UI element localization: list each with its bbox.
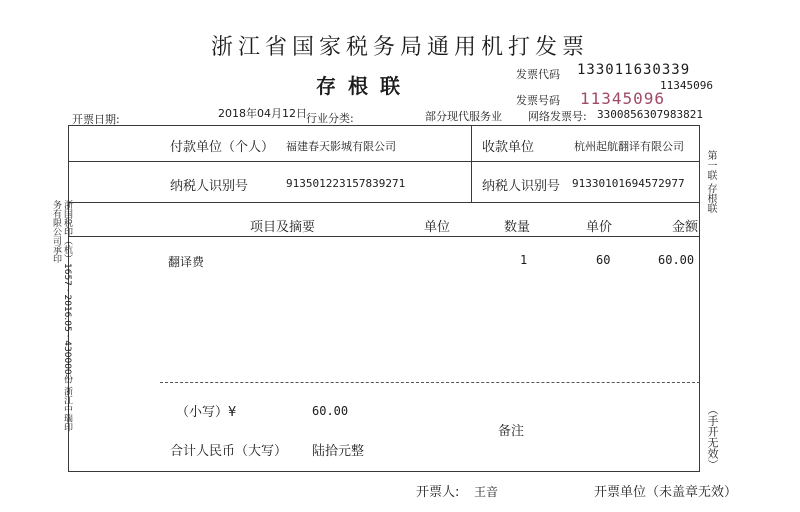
col-header-qty: 数量 bbox=[504, 220, 531, 235]
industry-label: 行业分类: bbox=[306, 112, 354, 125]
invoice-code-value: 133011630339 bbox=[577, 62, 691, 78]
total-small-label: （小写）¥ bbox=[176, 405, 237, 420]
issue-date-label: 开票日期: bbox=[72, 113, 120, 126]
row-divider-1 bbox=[68, 161, 700, 162]
payer-taxid-label: 纳税人识别号 bbox=[170, 179, 249, 194]
issuer-unit-label: 开票单位（未盖章无效） bbox=[594, 485, 738, 500]
invoice-subtitle: 存根联 bbox=[316, 74, 412, 98]
row-qty: 1 bbox=[520, 253, 528, 267]
row-item: 翻译费 bbox=[168, 255, 205, 269]
payer-value: 福建春天影城有限公司 bbox=[286, 140, 396, 153]
payee-taxid-label: 纳税人识别号 bbox=[482, 179, 561, 194]
right-margin-note: （手开无效） bbox=[706, 404, 719, 470]
payee-value: 杭州起航翻译有限公司 bbox=[574, 140, 684, 153]
invoice-title: 浙江省国家税务局通用机打发票 bbox=[210, 35, 589, 60]
col-header-price: 单价 bbox=[586, 220, 613, 235]
total-big-label: 合计人民币（大写） bbox=[170, 444, 288, 459]
payee-taxid-value: 91330101694572977 bbox=[572, 177, 685, 190]
dashed-divider bbox=[160, 382, 700, 383]
left-margin-print-text: 浙国税印（杭）1657 · 2016.05 · 430000份 浙江中瑞印务有限公司承印 bbox=[51, 200, 72, 432]
invoice-code-small: 11345096 bbox=[660, 79, 713, 92]
remark-label: 备注 bbox=[498, 424, 525, 439]
total-small-value: 60.00 bbox=[312, 404, 349, 418]
row-amount: 60.00 bbox=[658, 253, 695, 267]
network-no-value: 3300856307983821 bbox=[597, 108, 703, 121]
col-header-amount: 金额 bbox=[672, 220, 699, 235]
total-big-value: 陆拾元整 bbox=[312, 444, 365, 459]
invoice-number-value: 11345096 bbox=[580, 89, 666, 108]
payee-label: 收款单位 bbox=[482, 140, 535, 155]
row-price: 60 bbox=[596, 253, 611, 267]
issue-date-value: 2018年04月12日 bbox=[218, 107, 307, 120]
issuer-label: 开票人: bbox=[416, 485, 460, 500]
table-header-divider bbox=[68, 236, 700, 237]
issuer-value: 王音 bbox=[474, 485, 499, 499]
payer-taxid-value: 913501223157839271 bbox=[286, 177, 406, 190]
row-divider-2 bbox=[68, 202, 700, 203]
network-no-label: 网络发票号: bbox=[528, 110, 587, 123]
invoice-number-label: 发票号码 bbox=[516, 94, 560, 107]
col-header-unit: 单位 bbox=[424, 220, 451, 235]
invoice-code-label: 发票代码 bbox=[516, 68, 560, 81]
right-margin-copy-label: 第一联 存根联 bbox=[705, 150, 716, 214]
col-header-item: 项目及摘要 bbox=[250, 220, 316, 235]
party-divider bbox=[471, 125, 472, 203]
payer-label: 付款单位（个人） bbox=[170, 140, 275, 155]
industry-value: 部分现代服务业 bbox=[425, 110, 502, 123]
